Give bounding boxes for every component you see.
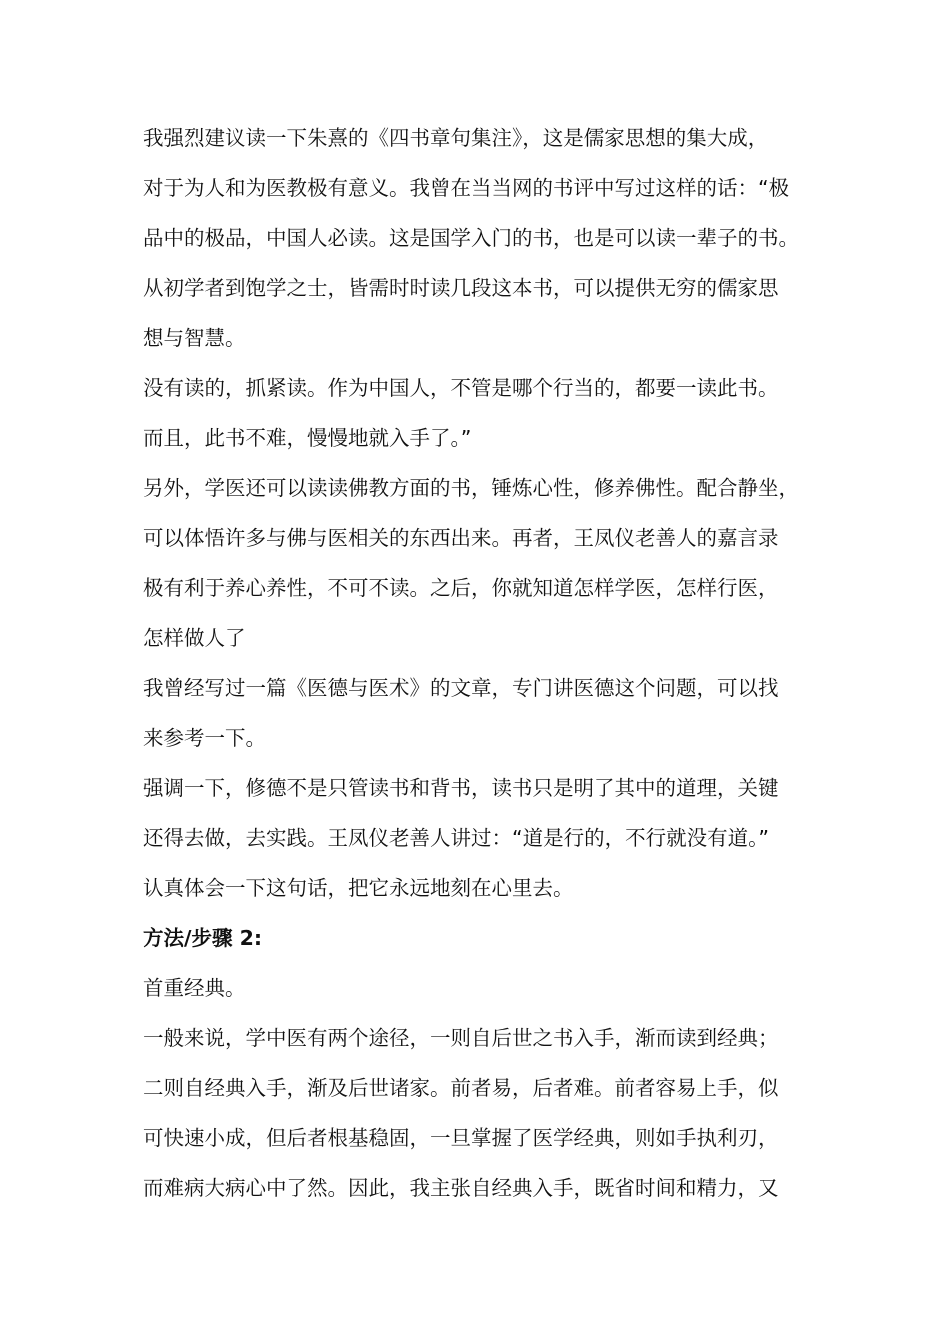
paragraph-line: 从初学者到饱学之士，皆需时时读几段这本书，可以提供无穷的儒家思 (143, 276, 779, 300)
paragraph-line: 强调一下，修德不是只管读书和背书，读书只是明了其中的道理，关键 (143, 776, 779, 800)
paragraph-line: 品中的极品，中国人必读。这是国学入门的书，也是可以读一辈子的书。 (143, 226, 799, 250)
paragraph-line: 极有利于养心养性，不可不读。之后，你就知道怎样学医，怎样行医， (143, 576, 779, 600)
paragraph-line: 对于为人和为医教极有意义。我曾在当当网的书评中写过这样的话：“极 (143, 176, 790, 200)
paragraph-line: 而且，此书不难，慢慢地就入手了。” (143, 426, 472, 450)
paragraph-line: 可以体悟许多与佛与医相关的东西出来。再者，王凤仪老善人的嘉言录 (143, 526, 779, 550)
paragraph-line: 认真体会一下这句话，把它永远地刻在心里去。 (143, 876, 574, 900)
paragraph-line: 首重经典。 (143, 976, 246, 1000)
paragraph-line: 一般来说，学中医有两个途径，一则自后世之书入手，渐而读到经典； (143, 1026, 779, 1050)
paragraph-line: 二则自经典入手，渐及后世诸家。前者易，后者难。前者容易上手，似 (143, 1076, 779, 1100)
paragraph-line: 而难病大病心中了然。因此，我主张自经典入手，既省时间和精力，又 (143, 1176, 779, 1200)
section-heading: 方法/步骤 2: (143, 926, 263, 950)
paragraph-line: 我强烈建议读一下朱熹的《四书章句集注》，这是儒家思想的集大成， (143, 126, 769, 150)
paragraph-line: 想与智慧。 (143, 326, 246, 350)
paragraph-line: 另外，学医还可以读读佛教方面的书，锤炼心性，修养佛性。配合静坐， (143, 476, 799, 500)
paragraph-line: 没有读的，抓紧读。作为中国人，不管是哪个行当的，都要一读此书。 (143, 376, 779, 400)
paragraph-line: 怎样做人了 (143, 626, 246, 650)
paragraph-line: 可快速小成，但后者根基稳固，一旦掌握了医学经典，则如手执利刃， (143, 1126, 779, 1150)
paragraph-line: 还得去做，去实践。王凤仪老善人讲过：“道是行的，不行就没有道。” (143, 826, 769, 850)
paragraph-line: 来参考一下。 (143, 726, 266, 750)
document-body (143, 113, 808, 1213)
paragraph-line: 我曾经写过一篇《医德与医术》的文章，专门讲医德这个问题，可以找 (143, 676, 779, 700)
